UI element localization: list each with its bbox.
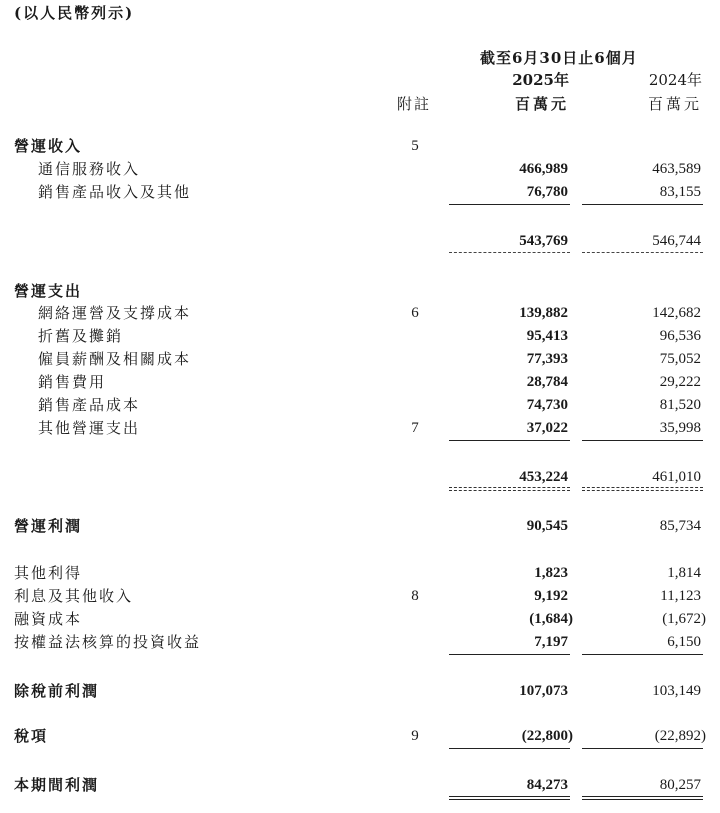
value-2025: (1,684): [529, 611, 573, 627]
expense-total-2025: 453,224: [519, 469, 568, 485]
row-label: 其他營運支出: [38, 419, 141, 437]
value-2025: 84,273: [526, 777, 568, 793]
total-rule: [582, 252, 703, 253]
value-2025: 74,730: [526, 397, 568, 413]
row-label: 僱員薪酬及相關成本: [38, 350, 192, 368]
total-rule: [449, 487, 570, 491]
value-2024: 85,734: [659, 518, 701, 534]
value-2024: 83,155: [659, 184, 701, 200]
value-2025: 77,393: [526, 351, 568, 367]
row-label: 融資成本: [14, 610, 83, 628]
value-2025: 107,073: [519, 683, 568, 699]
total-rule: [449, 252, 570, 253]
subtotal-rule: [449, 204, 570, 205]
note-ref: 9: [411, 728, 419, 744]
total-rule: [582, 487, 703, 491]
value-2025: 90,545: [526, 518, 568, 534]
value-2024: 29,222: [659, 374, 701, 390]
subtotal-rule: [582, 748, 703, 749]
value-2024: (1,672): [662, 611, 706, 627]
value-2024: 80,257: [659, 777, 701, 793]
value-2024: 463,589: [652, 161, 701, 177]
row-label-pretax-profit: 除稅前利潤: [14, 682, 100, 700]
row-label: 折舊及攤銷: [38, 327, 124, 345]
subtotal-rule: [449, 748, 570, 749]
note-ref: 6: [411, 305, 419, 321]
row-label: 銷售費用: [38, 373, 107, 391]
row-label: 銷售產品收入及其他: [38, 183, 192, 201]
row-label: 銷售產品成本: [38, 396, 141, 414]
value-2024: 103,149: [652, 683, 701, 699]
note-ref: 8: [411, 588, 419, 604]
row-label-tax: 稅項: [14, 727, 49, 745]
value-2024: 142,682: [652, 305, 701, 321]
value-2025: 7,197: [534, 634, 568, 650]
value-2025: (22,800): [521, 728, 573, 744]
row-label-op-expenses: 營運支出: [14, 282, 83, 300]
value-2025: 95,413: [526, 328, 568, 344]
period-header: 截至6月30日止6個月: [480, 49, 638, 67]
subtotal-rule: [449, 440, 570, 441]
grand-total-rule: [449, 796, 570, 800]
year-current: 2025年: [512, 71, 569, 89]
note-ref: 7: [411, 420, 419, 436]
note-ref: 5: [411, 138, 419, 154]
expense-total-2024: 461,010: [652, 469, 701, 485]
value-2025: 1,823: [534, 565, 568, 581]
value-2025: 139,882: [519, 305, 568, 321]
row-label-op-profit: 營運利潤: [14, 517, 83, 535]
revenue-total-2025: 543,769: [519, 233, 568, 249]
unit-prior: 百萬元: [647, 95, 702, 113]
value-2025: 28,784: [526, 374, 568, 390]
value-2025: 466,989: [519, 161, 568, 177]
row-label: 按權益法核算的投資收益: [14, 633, 202, 651]
unit-current: 百萬元: [514, 95, 569, 113]
currency-note: (以人民幣列示): [14, 4, 135, 22]
row-label: 其他利得: [14, 564, 83, 582]
row-label: 網絡運營及支撐成本: [38, 304, 192, 322]
value-2024: 1,814: [667, 565, 701, 581]
value-2025: 76,780: [526, 184, 568, 200]
subtotal-rule: [449, 654, 570, 655]
value-2024: 6,150: [667, 634, 701, 650]
note-column-header: 附註: [397, 95, 432, 113]
subtotal-rule: [582, 440, 703, 441]
row-label-op-revenue: 營運收入: [14, 137, 83, 155]
value-2024: 35,998: [659, 420, 701, 436]
grand-total-rule: [582, 796, 703, 800]
value-2024: 11,123: [660, 588, 701, 604]
row-label-net-profit: 本期間利潤: [14, 776, 100, 794]
subtotal-rule: [582, 204, 703, 205]
row-label: 通信服務收入: [38, 160, 141, 178]
row-label: 利息及其他收入: [14, 587, 134, 605]
value-2024: (22,892): [654, 728, 706, 744]
value-2024: 75,052: [659, 351, 701, 367]
value-2025: 37,022: [526, 420, 568, 436]
year-prior: 2024年: [648, 71, 702, 89]
value-2024: 81,520: [659, 397, 701, 413]
value-2024: 96,536: [659, 328, 701, 344]
value-2025: 9,192: [534, 588, 568, 604]
subtotal-rule: [582, 654, 703, 655]
revenue-total-2024: 546,744: [652, 233, 701, 249]
